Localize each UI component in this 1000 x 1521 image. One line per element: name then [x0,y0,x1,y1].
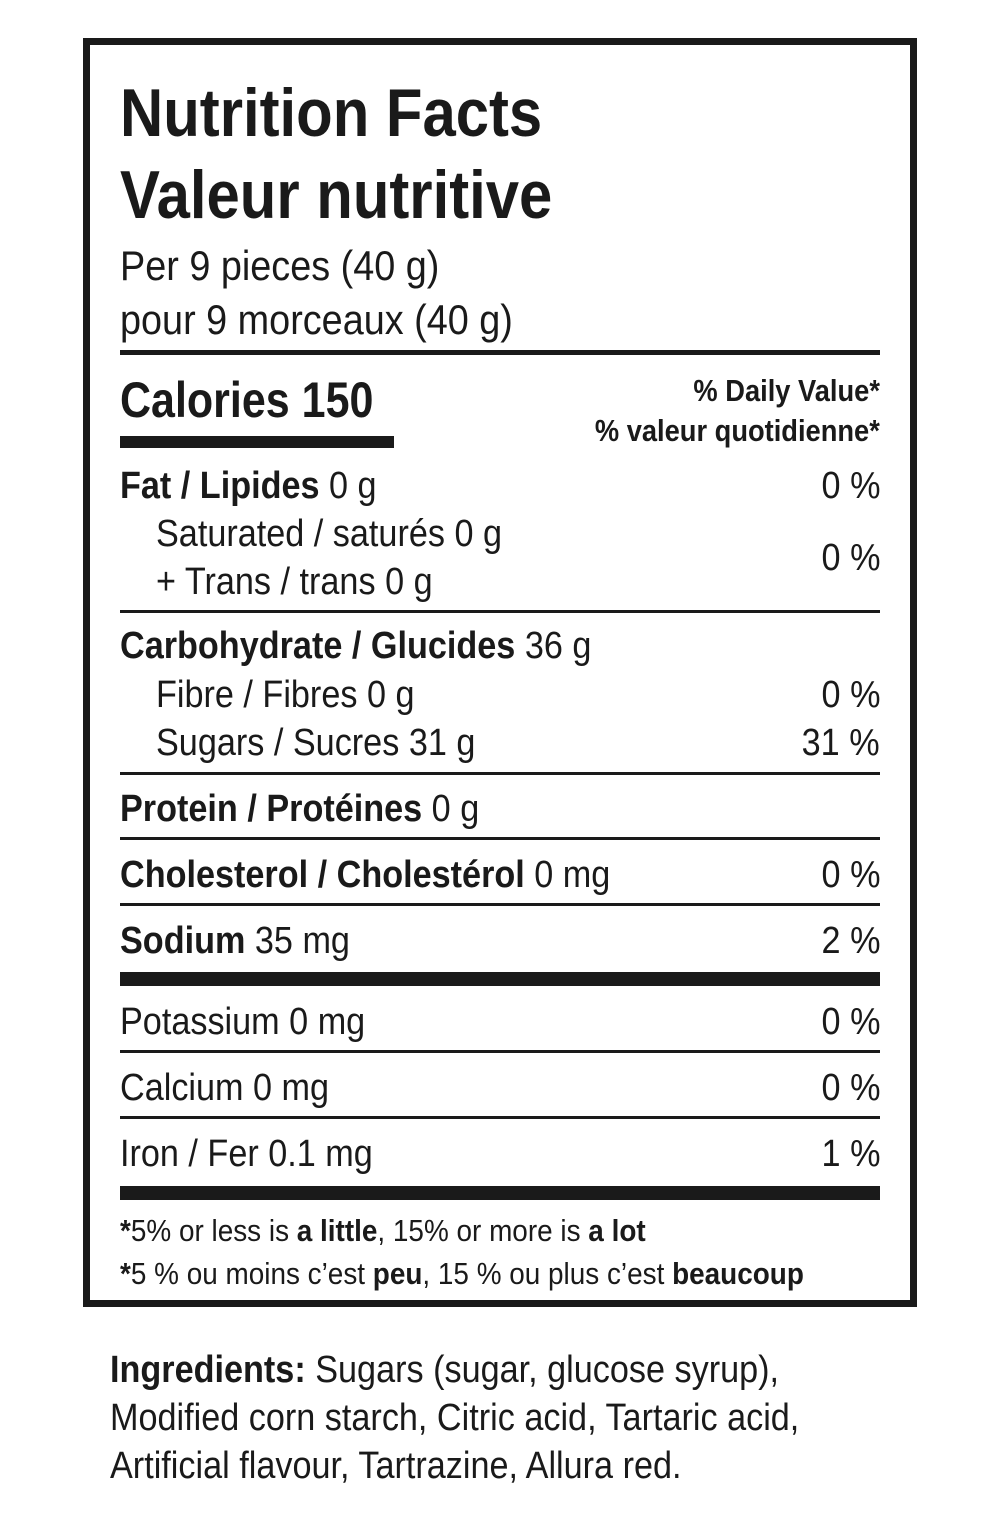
daily-value-header-french: % valeur quotidienne* [595,413,880,448]
calories-label: Calories [120,372,290,428]
ingredients-line: Modified corn starch, Citric acid, Tartaric acid, [110,1397,800,1439]
sodium-row [120,922,350,960]
saturated-row: Saturated / saturés 0 g [156,513,503,555]
divider-rule [120,903,880,906]
footnote-french: *5 % ou moins c’est peu, 15 % ou plus c’est beaucoup [120,1256,804,1291]
calcium-daily-value: 0 % [821,1067,880,1109]
sugars-daily-value: 31 % [802,722,880,764]
sodium-amount: 35 mg [254,920,350,962]
cholesterol-amount: 0 mg [534,854,611,896]
ingredients-list [110,1346,902,1490]
daily-value-header-english: % Daily Value* [693,373,880,408]
cholesterol-label: Cholesterol / Cholestérol [120,854,525,896]
iron-row: Iron / Fer 0.1 mg [120,1133,373,1175]
divider-rule [120,1116,880,1119]
carbohydrate-amount: 36 g [524,625,592,667]
footnote-english: *5% or less is a little, 15% or more is a lot [120,1213,646,1248]
iron-daily-value: 1 % [821,1133,880,1175]
trans-row: + Trans / trans 0 g [156,561,433,603]
fat-daily-value: 0 % [821,465,880,507]
divider-rule [120,837,880,840]
fat-row [120,467,377,505]
divider-rule [120,610,880,613]
cholesterol-daily-value: 0 % [821,854,880,896]
carbohydrate-row [120,627,591,665]
serving-size-french: pour 9 morceaux (40 g) [120,296,513,343]
serving-size-english: Per 9 pieces (40 g) [120,242,440,289]
calories-value: 150 [301,372,374,428]
calcium-row: Calcium 0 mg [120,1067,330,1109]
divider-rule [120,350,880,355]
carbohydrate-label: Carbohydrate / Glucides [120,625,516,667]
divider-rule [120,1050,880,1053]
potassium-row: Potassium 0 mg [120,1001,366,1043]
calories-underline [120,436,394,448]
protein-label: Protein / Protéines [120,788,423,830]
thick-divider-rule [120,972,880,986]
ingredients-line: Artificial flavour, Tartrazine, Allura red. [110,1445,682,1487]
sugars-row: Sugars / Sucres 31 g [156,722,476,764]
calories-line [120,372,374,428]
ingredients-label: Ingredients: [110,1349,306,1391]
fat-label: Fat / Lipides [120,465,320,507]
fibre-daily-value: 0 % [821,674,880,716]
ingredients-line: Ingredients: Sugars (sugar, glucose syrup), [110,1349,780,1391]
title-english: Nutrition Facts [120,75,543,151]
sodium-daily-value: 2 % [821,920,880,962]
fat-amount: 0 g [329,465,377,507]
divider-rule [120,772,880,775]
nutrition-facts-panel [83,38,917,1307]
title-french: Valeur nutritive [120,157,553,233]
sodium-label: Sodium [120,920,246,962]
fibre-row: Fibre / Fibres 0 g [156,674,415,716]
protein-amount: 0 g [431,788,480,830]
protein-row [120,790,479,828]
thick-divider-rule [120,1186,880,1200]
saturated-trans-daily-value: 0 % [821,537,880,579]
nutrition-facts-content [120,45,880,1300]
potassium-daily-value: 0 % [821,1001,880,1043]
cholesterol-row [120,856,610,894]
